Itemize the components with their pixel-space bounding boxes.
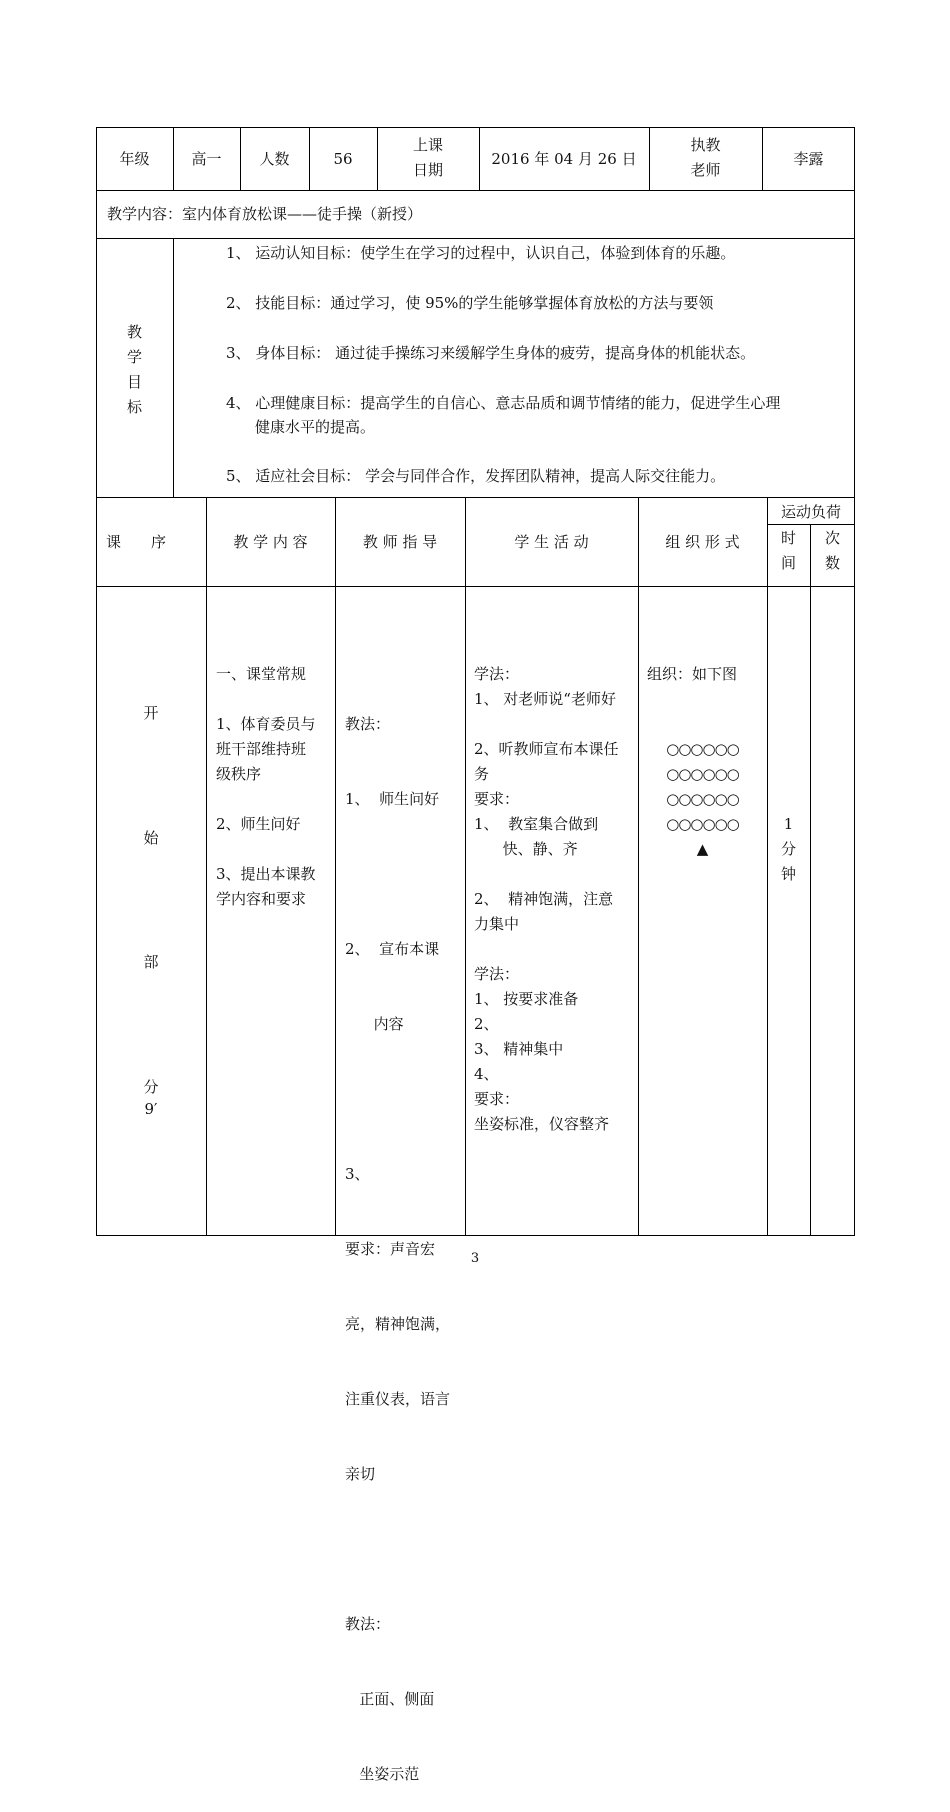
- section-time: [767, 812, 810, 887]
- formation-row: ○○○○○○: [666, 815, 739, 833]
- col-header-reps-1: 次: [824, 529, 840, 547]
- guide-line: 要求：声音宏: [345, 1240, 436, 1258]
- guide-line: 内容: [345, 1015, 404, 1033]
- date-label: [377, 133, 479, 183]
- count-label: 人数: [259, 150, 290, 168]
- activity-line: 2、: [474, 1015, 499, 1033]
- content-line: 级秩序: [216, 765, 262, 783]
- objectives-char-1: 教: [126, 323, 142, 341]
- content-line: 学内容和要求: [216, 890, 307, 908]
- objective-item-2: 2、 技能目标：通过学习，使 95%的学生能够掌握体育放松的方法与要领: [226, 294, 714, 312]
- teacher-value: 李露: [793, 150, 824, 168]
- col-header-time-1: 时: [780, 529, 796, 547]
- activity-line: 2、听教师宣布本课任: [474, 740, 619, 758]
- formation-row: ○○○○○○: [666, 765, 739, 783]
- activity-line: 要求：: [474, 1090, 520, 1108]
- teacher-triangle-icon: ▲: [696, 840, 709, 858]
- section-activity-lines: [474, 662, 619, 1137]
- activity-line: 快、静、齐: [474, 840, 578, 858]
- col-header-reps: [810, 526, 855, 576]
- content-line: [216, 837, 316, 862]
- section-char-1: 开: [143, 704, 159, 722]
- guide-line: 坐姿示范: [345, 1765, 420, 1783]
- formation-row: ○○○○○○: [666, 740, 739, 758]
- activity-line: 学法：: [474, 665, 520, 683]
- guide-line: 教法：: [345, 1615, 391, 1633]
- objectives-side-label: [96, 320, 173, 420]
- date-label-line-2: 日期: [412, 161, 443, 179]
- col-header-guide: 教 师 指 导: [362, 533, 438, 551]
- content-line: 一、课堂常规: [216, 665, 307, 683]
- date-label-line-1: 上课: [412, 136, 443, 154]
- teacher-label: [649, 133, 762, 183]
- section-char-2: 始: [143, 829, 159, 847]
- org-heading: 组织：如下图: [647, 665, 738, 683]
- activity-line: 要求：: [474, 790, 520, 808]
- grade-label: 年级: [119, 150, 150, 168]
- objective-item-3: 3、 身体目标： 通过徒手操练习来缓解学生身体的疲劳，提高身体的机能状态。: [226, 344, 756, 362]
- content-line: [216, 787, 316, 812]
- objectives-char-4: 标: [126, 398, 142, 416]
- content-line: [216, 687, 316, 712]
- content-line: 1、体育委员与: [216, 715, 316, 733]
- content-line: 3、提出本课教: [216, 865, 316, 883]
- formation-row: ○○○○○○: [666, 790, 739, 808]
- activity-line: 学法：: [474, 965, 520, 983]
- guide-line: 1、 师生问好: [345, 790, 440, 808]
- activity-line: 坐姿标准，仪容整齐: [474, 1115, 610, 1133]
- activity-line: 4、: [474, 1065, 499, 1083]
- objectives-char-3: 目: [126, 373, 142, 391]
- activity-line: 1、 教室集合做到: [474, 815, 599, 833]
- time-line: 钟: [780, 865, 796, 883]
- col-header-reps-2: 数: [824, 554, 840, 572]
- guide-line: [345, 1537, 450, 1562]
- activity-line: 1、 对老师说“老师好: [474, 690, 616, 708]
- activity-line: [474, 712, 619, 737]
- activity-line: 2、 精神饱满，注意: [474, 890, 614, 908]
- activity-line: 务: [474, 765, 490, 783]
- objective-item-4: 4、 心理健康目标：提高学生的自信心、意志品质和调节情绪的能力，促进学生心理: [226, 394, 781, 412]
- col-header-time-2: 间: [780, 554, 796, 572]
- content-line: 班干部维持班: [216, 740, 307, 758]
- guide-line: 教法：: [345, 715, 391, 733]
- objective-item-5: 5、 适应社会目标： 学会与同伴合作，发挥团队精神，提高人际交往能力。: [226, 467, 726, 485]
- section-duration: 9′: [144, 1100, 158, 1118]
- activity-line: [474, 862, 619, 887]
- guide-line: 正面、侧面: [345, 1690, 435, 1708]
- col-header-load: 运动负荷: [780, 503, 841, 521]
- col-header-content: 教 学 内 容: [233, 533, 308, 551]
- objective-item-1: 1、 运动认知目标：使学生在学习的过程中，认识自己，体验到体育的乐趣。: [226, 244, 736, 262]
- guide-line: 2、 宣布本课: [345, 940, 440, 958]
- time-line: 分: [780, 840, 796, 858]
- guide-line: [345, 862, 450, 887]
- guide-line: 亮，精神饱满，: [345, 1315, 451, 1333]
- objective-item-4-cont: 健康水平的提高。: [255, 418, 376, 436]
- activity-line: 1、 按要求准备: [474, 990, 579, 1008]
- col-header-activity: 学 生 活 动: [514, 533, 589, 551]
- teacher-label-line-1: 执教: [690, 136, 721, 154]
- activity-line: 力集中: [474, 915, 520, 933]
- guide-line: 注重仪表，语言: [345, 1390, 451, 1408]
- page-number: 3: [470, 1251, 480, 1266]
- teacher-label-line-2: 老师: [690, 161, 721, 179]
- col-header-time: [767, 526, 810, 576]
- section-content-lines: [216, 662, 316, 912]
- teaching-content: 教学内容：室内体育放松课——徒手操（新授）: [107, 205, 423, 223]
- formation-diagram: [638, 737, 767, 862]
- section-char-4: 分: [143, 1078, 159, 1096]
- content-line: 2、师生问好: [216, 815, 301, 833]
- activity-line: 3、 精神集中: [474, 1040, 564, 1058]
- guide-line: 3、: [345, 1165, 370, 1183]
- section-char-3: 部: [143, 953, 159, 971]
- grade-value: 高一: [191, 150, 222, 168]
- col-header-org: 组 织 形 式: [665, 533, 740, 551]
- section-guide-lines: [345, 662, 450, 1812]
- guide-line: [345, 1087, 450, 1112]
- col-header-order: 课 序: [105, 533, 166, 551]
- time-line: 1: [783, 815, 794, 833]
- guide-line: 亲切: [345, 1465, 376, 1483]
- count-value: 56: [333, 149, 353, 168]
- activity-line: [474, 937, 619, 962]
- objectives-char-2: 学: [126, 348, 142, 366]
- date-value: 2016 年 04 月 26 日: [491, 150, 637, 168]
